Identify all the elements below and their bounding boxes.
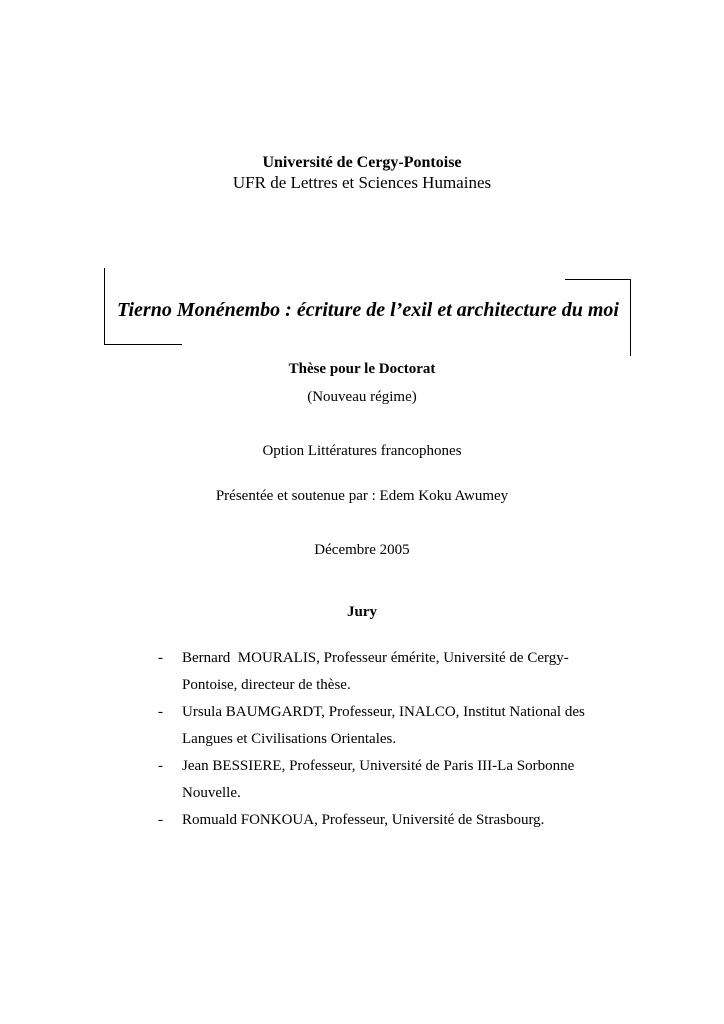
jury-list (158, 645, 598, 834)
title-frame-right-horizontal (565, 279, 630, 280)
thesis-title: Tierno Monénembo : écriture de l’exil et architecture du moi (117, 299, 619, 321)
thesis-date: Décembre 2005 (314, 542, 410, 558)
jury-member-item (158, 645, 598, 699)
jury-bullet: - (158, 650, 163, 666)
university-name: Université de Cergy-Pontoise (262, 154, 462, 171)
jury-member-item (158, 699, 598, 753)
jury-bullet: - (158, 812, 163, 828)
title-frame-left-horizontal (104, 344, 182, 345)
jury-member-text: Romuald FONKOUA, Professeur, Université de Strasbourg. (182, 812, 545, 828)
degree-title: Thèse pour le Doctorat (288, 361, 436, 377)
jury-bullet: - (158, 704, 163, 720)
jury-member-text: Jean BESSIERE, Professeur, Université de Paris III-La Sorbonne Nouvelle. (182, 758, 578, 801)
jury-heading: Jury (347, 604, 377, 620)
faculty-name: UFR de Lettres et Sciences Humaines (232, 173, 492, 192)
thesis-option: Option Littératures francophones (262, 443, 462, 459)
jury-member-text: Ursula BAUMGARDT, Professeur, INALCO, Institut National des Langues et Civilisations Orientales. (182, 704, 589, 747)
jury-member-text: Bernard MOURALIS, Professeur émérite, Université de Cergy-Pontoise, directeur de thèse. (182, 650, 569, 693)
presenter-line: Présentée et soutenue par : Edem Koku Awumey (215, 488, 509, 504)
jury-member-item (158, 807, 598, 834)
degree-regime: (Nouveau régime) (307, 389, 417, 405)
jury-bullet: - (158, 758, 163, 774)
jury-member-item (158, 753, 598, 807)
